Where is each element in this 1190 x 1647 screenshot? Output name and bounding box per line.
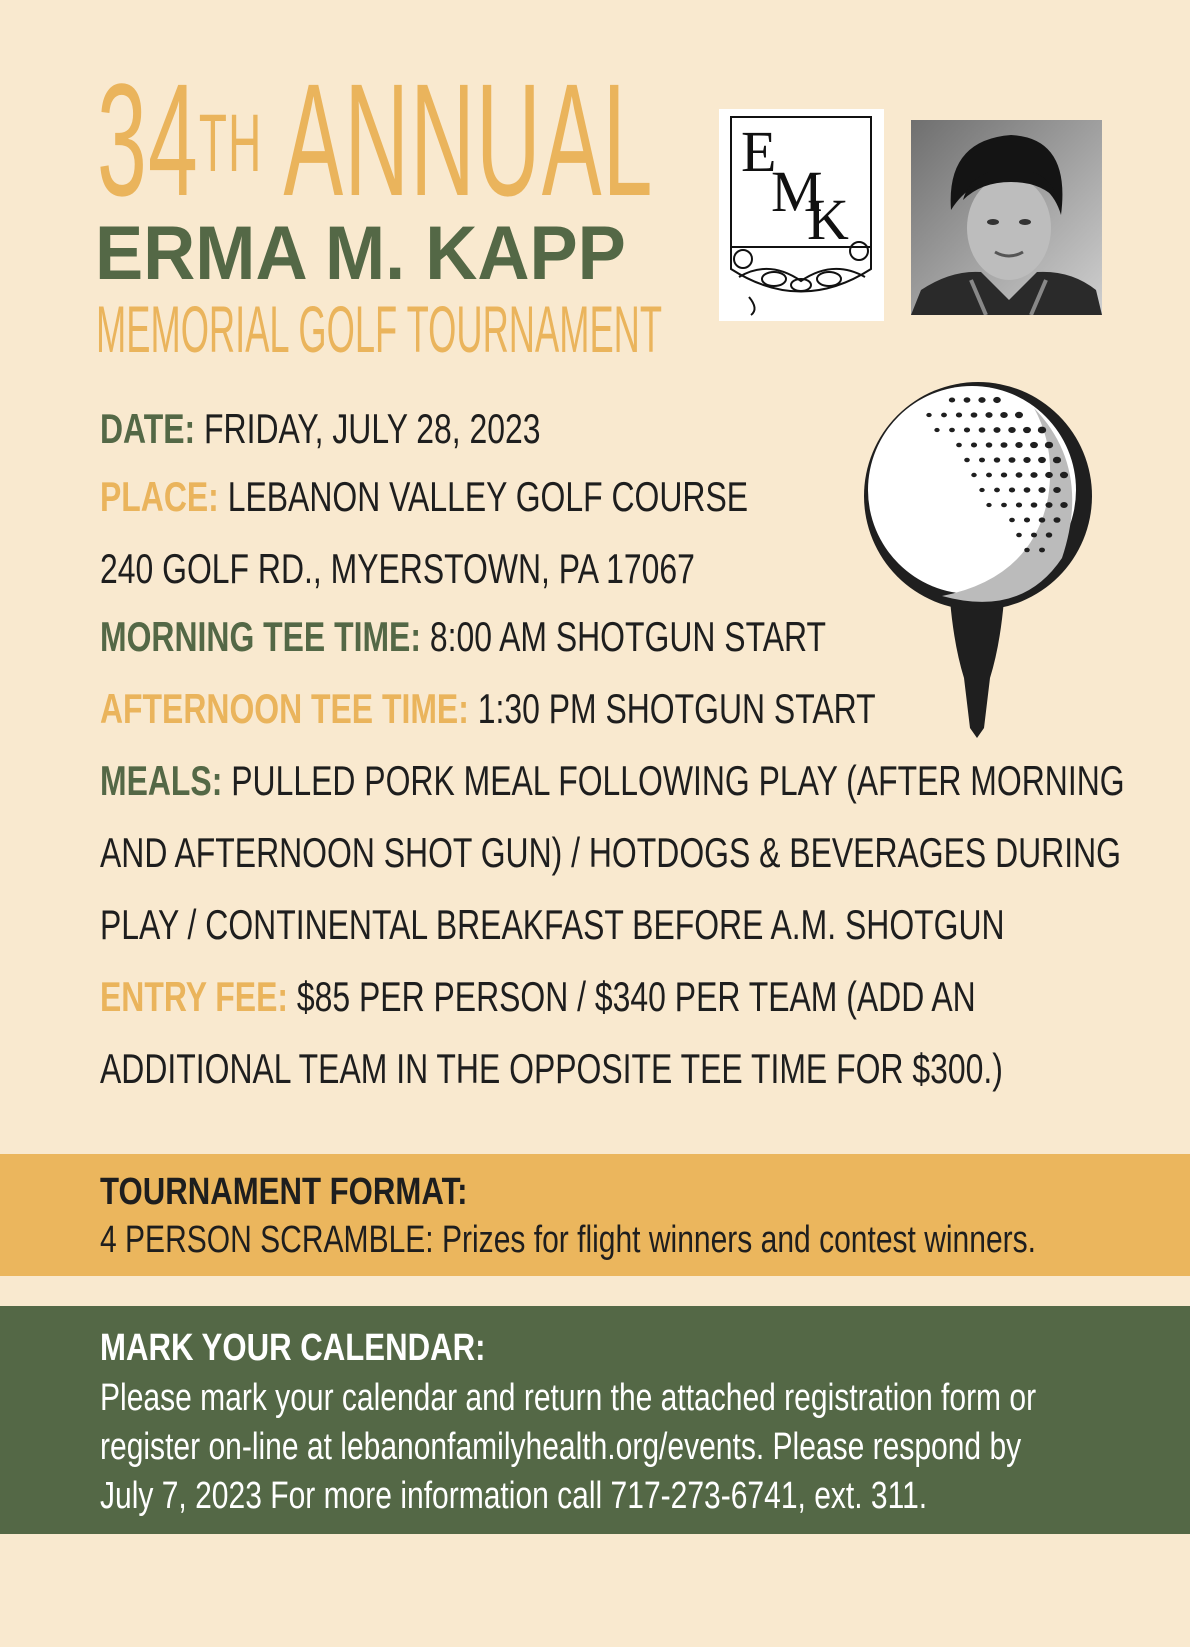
format-text: 4 PERSON SCRAMBLE: Prizes for flight winners and contest winners. <box>100 1219 1036 1261</box>
flyer-header <box>0 0 1190 380</box>
portrait-photo <box>911 120 1102 315</box>
meals-line-2: AND AFTERNOON SHOT GUN) / HOTDOGS & BEVERAGES DURING <box>100 829 1121 876</box>
calendar-text-2: register on-line at lebanonfamilyhealth.org/events. Please respond by <box>100 1426 1022 1468</box>
annual-title <box>97 50 654 229</box>
event-subtitle: MEMORIAL GOLF TOURNAMENT <box>96 292 663 366</box>
entry-fee-line-1 <box>100 972 976 1022</box>
date-value: FRIDAY, JULY 28, 2023 <box>204 405 541 452</box>
annual-word: ANNUAL <box>283 50 654 229</box>
mark-calendar-band <box>0 1306 1190 1534</box>
entry-fee-line-2: ADDITIONAL TEAM IN THE OPPOSITE TEE TIME FOR $300.) <box>100 1045 1003 1092</box>
date-line <box>100 404 541 454</box>
place-address: 240 GOLF RD., MYERSTOWN, PA 17067 <box>100 545 695 592</box>
tournament-format-band <box>0 1154 1190 1276</box>
afternoon-tee-value: 1:30 PM SHOTGUN START <box>477 685 876 732</box>
edition-number: 34 <box>97 50 199 229</box>
honoree-name: ERMA M. KAPP <box>95 211 626 296</box>
calendar-heading: MARK YOUR CALENDAR: <box>100 1327 486 1369</box>
meals-line-3: PLAY / CONTINENTAL BREAKFAST BEFORE A.M. SHOTGUN <box>100 901 1005 948</box>
emk-logo <box>719 109 884 321</box>
morning-tee-line <box>100 612 826 662</box>
logo-letter-m: M <box>771 159 823 224</box>
entry-fee-label: ENTRY FEE: <box>100 973 289 1020</box>
entry-fee-value-1: $85 PER PERSON / $340 PER TEAM (ADD AN <box>296 973 976 1020</box>
afternoon-tee-line <box>100 684 876 734</box>
meals-label: MEALS: <box>100 757 223 804</box>
place-label: PLACE: <box>100 473 219 520</box>
calendar-text-3: July 7, 2023 For more information call 717-273-6741, ext. 311. <box>100 1475 928 1517</box>
golf-ball-icon <box>852 378 1104 753</box>
calendar-text-1: Please mark your calendar and return the attached registration form or <box>100 1377 1037 1419</box>
format-heading: TOURNAMENT FORMAT: <box>100 1171 468 1213</box>
logo-letter-e: E <box>741 119 777 184</box>
afternoon-tee-label: AFTERNOON TEE TIME: <box>100 685 469 732</box>
meals-line-1 <box>100 756 1125 806</box>
meals-value-1: PULLED PORK MEAL FOLLOWING PLAY (AFTER MORNING <box>231 757 1125 804</box>
place-line <box>100 472 748 522</box>
place-value: LEBANON VALLEY GOLF COURSE <box>227 473 749 520</box>
edition-ordinal: TH <box>198 98 263 189</box>
morning-tee-value: 8:00 AM SHOTGUN START <box>429 613 826 660</box>
logo-letter-k: K <box>807 187 849 252</box>
date-label: DATE: <box>100 405 196 452</box>
morning-tee-label: MORNING TEE TIME: <box>100 613 421 660</box>
